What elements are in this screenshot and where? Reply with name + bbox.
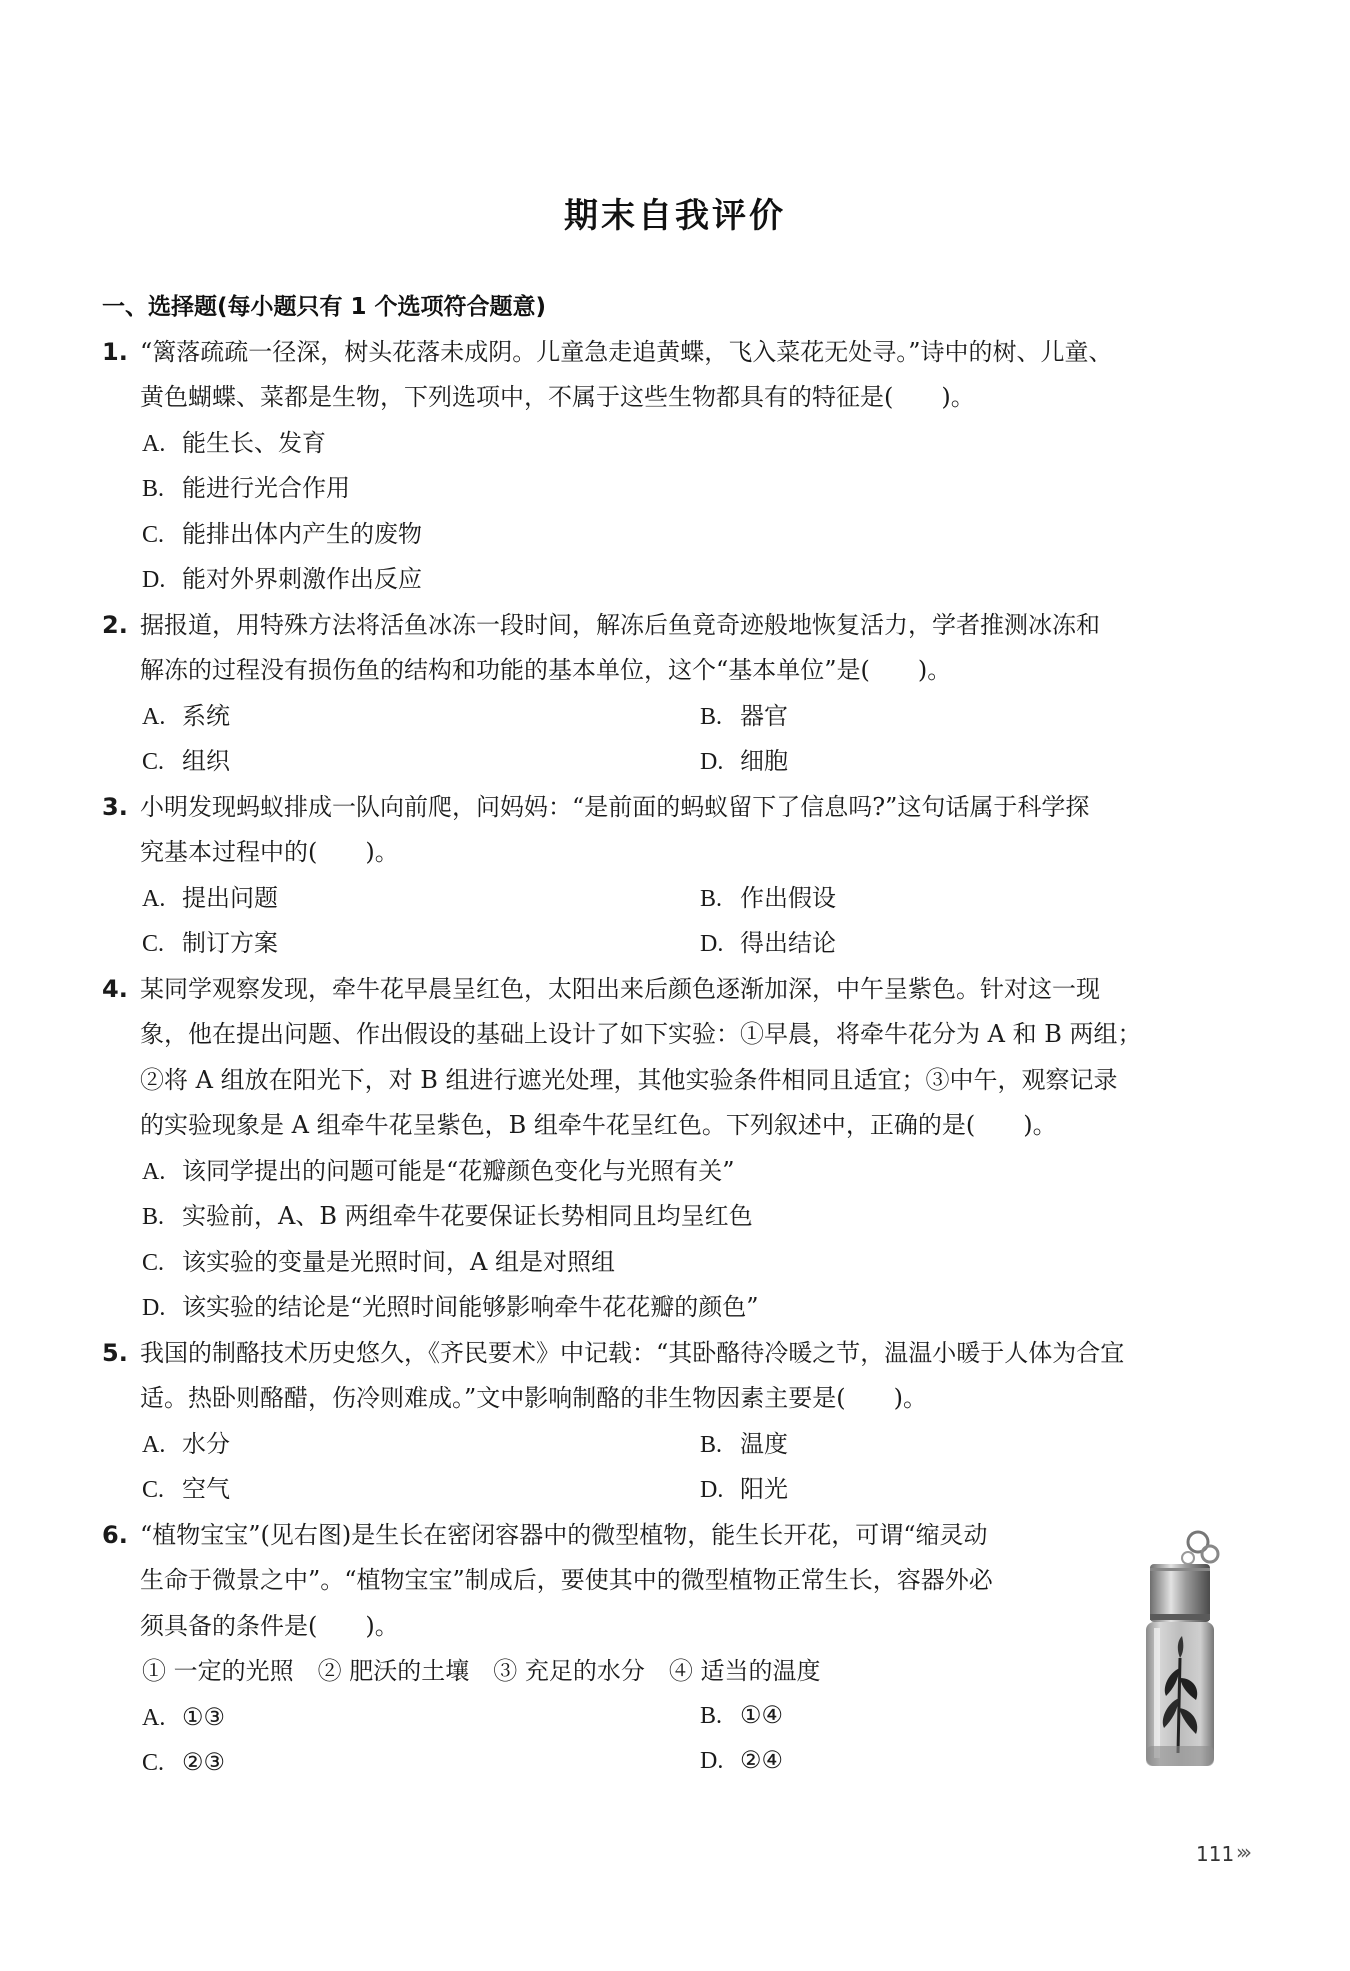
question-text: “篱落疏疏一径深，树头花落未成阴。儿童急走追黄蝶，飞入菜花无处寻。”诗中的树、儿童、 xyxy=(140,338,1113,366)
option-d xyxy=(700,928,836,959)
option-letter: B. xyxy=(700,704,723,730)
question-text: 小明发现蚂蚁排成一队向前爬，问妈妈：“是前面的蚂蚁留下了信息吗?”这句话属于科学探 xyxy=(140,793,1090,821)
option-letter: C. xyxy=(142,1750,165,1776)
option-d xyxy=(700,1474,788,1505)
condition-list: ① 一定的光照 ② 肥沃的土壤 ③ 充足的水分 ④ 适当的温度 xyxy=(142,1657,821,1685)
option-text: 该实验的结论是“光照时间能够影响牵牛花花瓣的颜色” xyxy=(182,1293,759,1321)
question-text: 生命于微景之中”。“植物宝宝”制成后，要使其中的微型植物正常生长，容器外必 xyxy=(140,1566,993,1594)
question-number: 3. xyxy=(102,793,128,821)
option-b xyxy=(142,1201,753,1232)
option-text: 阳光 xyxy=(740,1475,788,1503)
option-a xyxy=(142,1156,735,1187)
option-text: 能对外界刺激作出反应 xyxy=(182,565,422,593)
option-letter: B. xyxy=(700,1432,723,1458)
option-a xyxy=(142,701,230,732)
question-text: 某同学观察发现，牵牛花早晨呈红色，太阳出来后颜色逐渐加深，中午呈紫色。针对这一现 xyxy=(140,975,1100,1003)
option-text: 制订方案 xyxy=(182,929,278,957)
option-letter: C. xyxy=(142,1477,165,1503)
question-text: 适。热卧则酪醋，伤冷则难成。”文中影响制酪的非生物因素主要是( )。 xyxy=(140,1384,927,1412)
option-text: 实验前，A、B 两组牵牛花要保证长势相同且均呈红色 xyxy=(182,1202,753,1230)
question-text: 象，他在提出问题、作出假设的基础上设计了如下实验：①早晨，将牵牛花分为 A 和 B 两组； xyxy=(140,1020,1142,1048)
option-c xyxy=(142,519,422,550)
option-b xyxy=(700,1429,788,1460)
option-c xyxy=(142,1247,615,1278)
option-letter: D. xyxy=(700,1477,724,1503)
option-b xyxy=(700,1700,783,1731)
page-number: 111 xyxy=(1196,1842,1235,1866)
option-letter: B. xyxy=(700,886,723,912)
option-letter: D. xyxy=(700,749,724,775)
option-letter: B. xyxy=(142,1204,165,1230)
option-text: 温度 xyxy=(740,1430,788,1458)
option-c xyxy=(142,1747,225,1778)
option-letter: A. xyxy=(142,886,166,912)
question-text: 据报道，用特殊方法将活鱼冰冻一段时间，解冻后鱼竟奇迹般地恢复活力，学者推测冰冻和 xyxy=(140,611,1100,639)
option-text: 该同学提出的问题可能是“花瓣颜色变化与光照有关” xyxy=(182,1157,735,1185)
option-letter: C. xyxy=(142,749,165,775)
option-text: 组织 xyxy=(182,747,230,775)
option-a xyxy=(142,1429,230,1460)
option-a xyxy=(142,428,326,459)
option-b xyxy=(700,883,836,914)
question-number: 5. xyxy=(102,1339,128,1367)
option-letter: D. xyxy=(142,567,166,593)
question-text: 须具备的条件是( )。 xyxy=(140,1612,399,1640)
option-b xyxy=(142,473,350,504)
question-number: 2. xyxy=(102,611,128,639)
question-text: ②将 A 组放在阳光下，对 B 组进行遮光处理，其他实验条件相同且适宜；③中午，观察记录 xyxy=(140,1066,1118,1094)
option-text: 能生长、发育 xyxy=(182,429,326,457)
question-text: 黄色蝴蝶、菜都是生物，下列选项中，不属于这些生物都具有的特征是( )。 xyxy=(140,383,975,411)
option-letter: C. xyxy=(142,522,165,548)
section-heading: 一、选择题(每小题只有 1 个选项符合题意) xyxy=(102,294,547,320)
option-b xyxy=(700,701,788,732)
option-d xyxy=(142,564,422,595)
option-text: ①④ xyxy=(740,1701,784,1729)
page-arrows-icon: ››› xyxy=(1236,1840,1248,1864)
option-d xyxy=(700,1745,783,1776)
question-text: 解冻的过程没有损伤鱼的结构和功能的基本单位，这个“基本单位”是( )。 xyxy=(140,656,952,684)
option-text: 水分 xyxy=(182,1430,230,1458)
question-number: 4. xyxy=(102,975,128,1003)
option-text: 该实验的变量是光照时间，A 组是对照组 xyxy=(182,1248,615,1276)
question-text: 究基本过程中的( )。 xyxy=(140,838,399,866)
page-title: 期末自我评价 xyxy=(564,196,786,236)
option-letter: A. xyxy=(142,704,166,730)
option-c xyxy=(142,1474,230,1505)
plant-bottle-image xyxy=(1138,1528,1224,1770)
option-letter: D. xyxy=(700,1748,724,1774)
option-text: ①③ xyxy=(182,1703,226,1731)
option-letter: B. xyxy=(700,1703,723,1729)
option-letter: D. xyxy=(700,931,724,957)
option-text: 作出假设 xyxy=(740,884,836,912)
question-number: 1. xyxy=(102,338,128,366)
option-letter: A. xyxy=(142,431,166,457)
option-a xyxy=(142,883,278,914)
option-c xyxy=(142,746,230,777)
option-text: 器官 xyxy=(740,702,788,730)
question-text: 我国的制酪技术历史悠久，《齐民要术》中记载：“其卧酪待冷暖之节，温温小暖于人体为合宜 xyxy=(140,1339,1125,1367)
option-letter: B. xyxy=(142,476,165,502)
option-text: 提出问题 xyxy=(182,884,278,912)
question-number: 6. xyxy=(102,1521,128,1549)
option-letter: A. xyxy=(142,1159,166,1185)
option-text: 能进行光合作用 xyxy=(182,474,350,502)
option-text: ②④ xyxy=(740,1746,784,1774)
option-text: 空气 xyxy=(182,1475,230,1503)
option-letter: C. xyxy=(142,1250,165,1276)
option-c xyxy=(142,928,278,959)
option-letter: C. xyxy=(142,931,165,957)
option-letter: A. xyxy=(142,1432,166,1458)
option-d xyxy=(700,746,788,777)
option-letter: D. xyxy=(142,1295,166,1321)
option-d xyxy=(142,1292,759,1323)
question-text: 的实验现象是 A 组牵牛花呈紫色，B 组牵牛花呈红色。下列叙述中，正确的是( )。 xyxy=(140,1111,1057,1139)
question-text: “植物宝宝”(见右图)是生长在密闭容器中的微型植物，能生长开花，可谓“缩灵动 xyxy=(140,1521,988,1549)
option-text: 系统 xyxy=(182,702,230,730)
option-letter: A. xyxy=(142,1705,166,1731)
option-text: ②③ xyxy=(182,1748,226,1776)
option-text: 能排出体内产生的废物 xyxy=(182,520,422,548)
option-text: 得出结论 xyxy=(740,929,836,957)
option-a xyxy=(142,1702,225,1733)
option-text: 细胞 xyxy=(740,747,788,775)
